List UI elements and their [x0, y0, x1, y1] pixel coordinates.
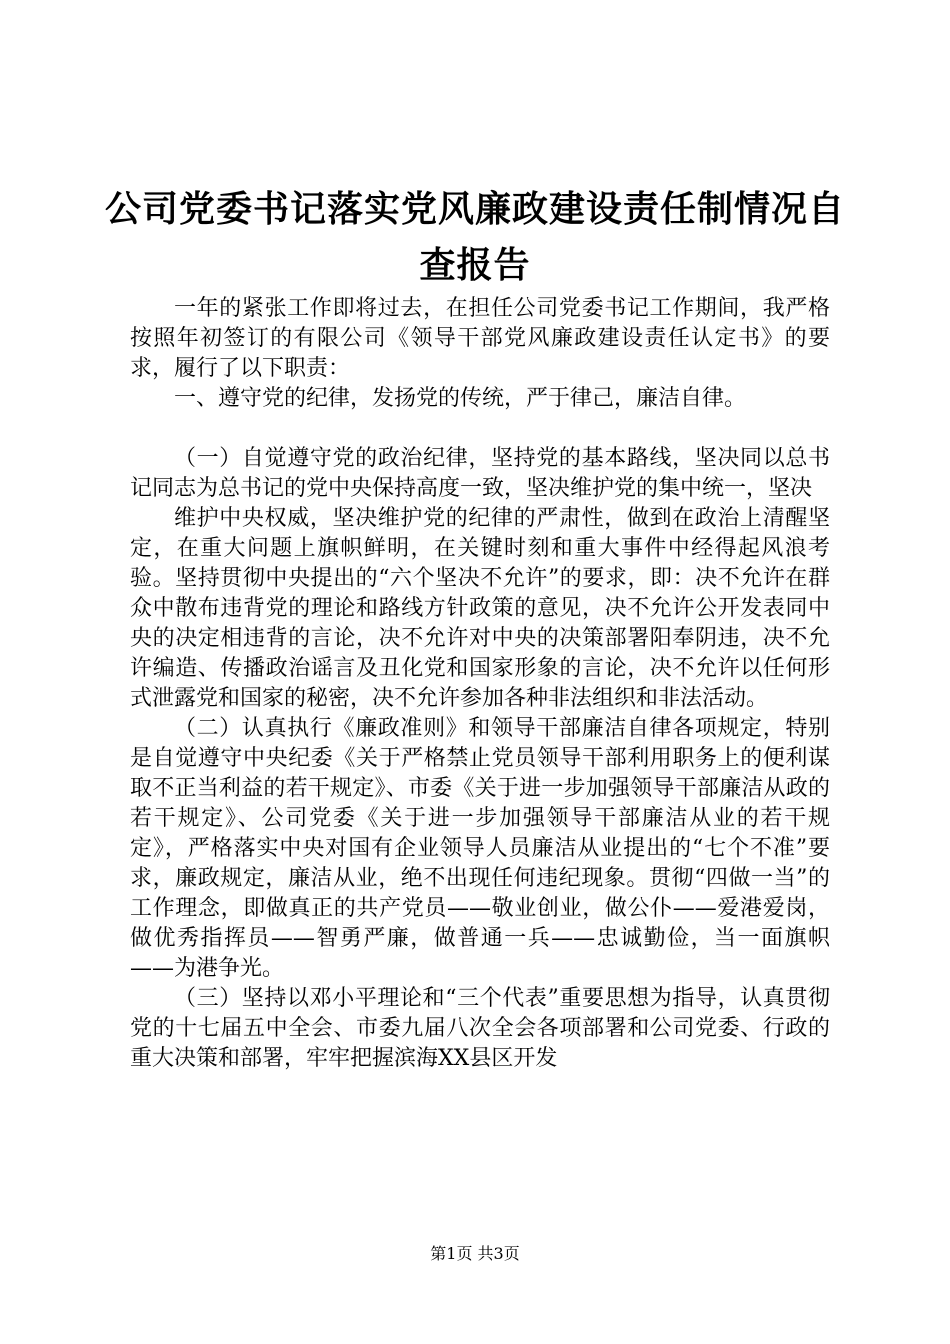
paragraph-item-1-continued: 维护中央权威，坚决维护党的纪律的严肃性，做到在政治上清醒坚定，在重大问题上旗帜鲜明，在关键时刻和重大事件中经得起风浪考验。坚持贯彻中央提出的“六个坚决不允许”的要求，即：决不允许在群众中散布违背党的理论和路线方针政策的意见，决不允许公开发表同中央的决定相违背的言论，决不允许对中央的决策部署阳奉阴违，决不允许编造、传播政治谣言及丑化党和国家形象的言论，决不允许以任何形式泄露党和国家的秘密，决不允许参加各种非法组织和非法活动。 — [130, 506, 830, 711]
paragraph-item-3: （三）坚持以邓小平理论和“三个代表”重要思想为指导，认真贯彻党的十七届五中全会、市委九届八次全会各项部署和公司党委、行政的重大决策和部署，牢牢把握滨海XX县区开发 — [130, 986, 830, 1071]
document-body — [130, 294, 830, 1074]
paragraph-item-2: （二）认真执行《廉政准则》和领导干部廉洁自律各项规定，特别是自觉遵守中央纪委《关于严格禁止党员领导干部利用职务上的便利谋取不正当利益的若干规定》、市委《关于进一步加强领导干部廉洁从政的若干规定》、公司党委《关于进一步加强领导干部廉洁从业的若干规定》，严格落实中央对国有企业领导人员廉洁从业提出的“七个不准”要求，廉政规定，廉洁从业，绝不出现任何违纪现象。贯彻“四做一当”的工作理念，即做真正的共产党员——敬业创业，做公仆——爱港爱岗，做优秀指挥员——智勇严廉，做普通一兵——忠诚勤俭，当一面旗帜——为港争光。 — [130, 716, 830, 981]
page-number: 第1页 共3页 — [430, 1244, 520, 1263]
paragraph-intro: 一年的紧张工作即将过去，在担任公司党委书记工作期间，我严格按照年初签订的有限公司《领导干部党风廉政建设责任认定书》的要求，履行了以下职责： — [130, 296, 830, 381]
paragraph-item-1: （一）自觉遵守党的政治纪律，坚持党的基本路线，坚决同以总书记同志为总书记的党中央保持高度一致，坚决维护党的集中统一，坚决 — [130, 446, 830, 501]
section-heading-1: 一、遵守党的纪律，发扬党的传统，严于律己，廉洁自律。 — [174, 386, 747, 411]
document-title: 公司党委书记落实党风廉政建设责任制情况自查报告 — [104, 189, 845, 286]
